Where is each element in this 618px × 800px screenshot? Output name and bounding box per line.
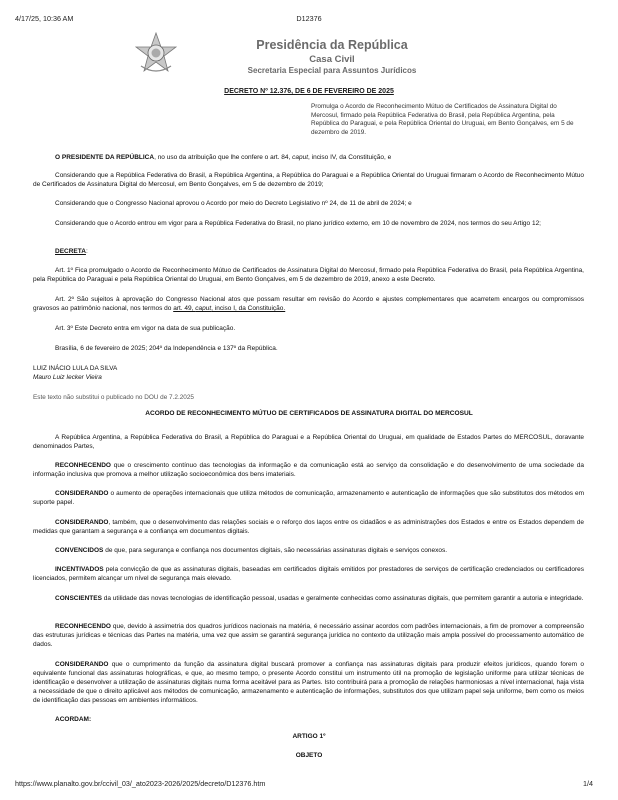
clause-text: de que, para segurança e confiança nos documentos digitais, são necessárias assinaturas digitais e serviços conexos. [103, 547, 448, 554]
agency-title: Presidência da República [256, 38, 408, 52]
footer-page: 1/4 [583, 779, 593, 788]
annex-clause [33, 565, 584, 583]
clause-keyword: CONSIDERANDO [55, 490, 109, 497]
constitution-link-italic: caput [195, 305, 212, 312]
annex-clause [33, 594, 584, 603]
acordam: ACORDAM: [55, 716, 92, 723]
clause-text: que, devido à assimetria dos quadros jurídicos nacionais na matéria, é necessário assinar acordos com padrões internacionais, a fim de promover a compreensão das estruturas jurídicas e técnicas das Partes na matéria, uma vez que assim se garantirá segurança jurídica no contexto da utilização mais ampla possível do processamento automático de dados. [33, 623, 584, 648]
annex-clause [33, 518, 584, 536]
clause-keyword: CONVENCIDOS [55, 547, 104, 554]
article-2 [33, 295, 584, 313]
annex-clause [33, 546, 584, 555]
annex-intro: A República Argentina, a República Federativa do Brasil, a República do Paraguai e a República Oriental do Uruguai, em qualidade de Estados Partes do MERCOSUL, doravante denominados Partes, [33, 434, 584, 450]
decreta-punct: : [85, 248, 88, 255]
preamble [33, 153, 584, 162]
signature-president: LUIZ INÁCIO LULA DA SILVA [33, 365, 118, 372]
clause-text: que o crescimento contínuo das tecnologias da informação e da comunicação está ao serviço da consolidação e do desenvolvimento de uma sociedade da informação inclusiva que promova a melhor utilização socioeconômica dos bens imateriais. [33, 462, 584, 478]
clause-keyword: RECONHECENDO [55, 623, 111, 630]
agency-subtitle: Casa Civil [309, 54, 355, 65]
preamble-text-b: , inciso IV, da Constituição, e [308, 154, 392, 161]
annex-clause [33, 489, 584, 507]
clause-text: da utilidade das novas tecnologias de identificação pessoal, usadas e geralmente conhecidas como assinaturas digitais, que permitem garantir a autoria e integridade. [101, 595, 584, 602]
clause-keyword: CONSCIENTES [55, 595, 102, 602]
constitution-link-part-b: , inciso I, da Constituição. [211, 305, 286, 312]
print-datetime: 4/17/25, 10:36 AM [15, 14, 74, 23]
decreta-label: DECRETA [55, 248, 86, 255]
dou-note: Este texto não substitui o publicado no DOU de 7.2.2025 [33, 394, 194, 401]
clause-text: pela convicção de que as assinaturas digitais, baseadas em certificados digitais emitidos por prestadores de serviços de certificação credenciados ou certificadores licenciados, permitem alcançar um nível de segurança mais elevado. [33, 566, 584, 582]
considerando-1: Considerando que a República Federativa do Brasil, a República Argentina, a República do Paraguai e a República Oriental do Uruguai firmaram o Acordo de Reconhecimento Mútuo de Certificados de Assinatura Digital do Mercosul, em Bento Gonçalves, em 5 de dezembro de 2019; [33, 172, 584, 188]
print-doc-id: D12376 [296, 14, 322, 23]
closing-date: Brasília, 6 de fevereiro de 2025; 204º da Independência e 137º da República. [55, 345, 278, 352]
clause-text: , também, que o desenvolvimento das relações sociais e o reforço dos laços entre os cidadãos e as administrações dos Estados e entre os Estados dependem de medidas que garantam a segurança e a confiança em documentos digitais. [33, 519, 584, 535]
clause-text: que o cumprimento da função da assinatura digital buscará promover a confiança nas assinaturas digitais para produzir efeitos jurídicos, quando forem o equivalente funcional das assinaturas holográficas, e que, ao mesmo tempo, o presente Acordo constitui um instrumento útil na promoção de legislação uniforme para utilizar técnicas de identificação e desenvolver a utilização de assinaturas digitais numa forma aceitável para as Partes. Isto contribuirá para a promoção de relações harmoniosas a nível internacional, haja vista a necessidade de que o direito aplicável aos métodos de comunicação, armazenamento e autenticação de informações, substitutos dos que utilizam papel seja uniforme, bem como os meios de identificação das pessoas em ambientes informáticos. [33, 661, 584, 704]
annex-clause [33, 622, 584, 649]
considerando-2: Considerando que o Congresso Nacional aprovou o Acordo por meio do Decreto Legislativo nº 24, de 11 de abril de 2024; e [55, 200, 412, 207]
signature-minister: Mauro Luiz Iecker Vieira [33, 374, 102, 381]
decree-title: DECRETO Nº 12.376, DE 6 DE FEVEREIRO DE 2025 [224, 88, 394, 95]
considerando-3: Considerando que o Acordo entrou em vigor para a República Federativa do Brasil, no plano jurídico externo, em 10 de novembro de 2024, nos termos do seu Artigo 12; [55, 220, 541, 227]
preamble-text-a: , no uso da atribuição que lhe confere o art. 84, [154, 154, 293, 161]
constitution-link-part-a: art. 49, [173, 305, 196, 312]
agency-office: Secretaria Especial para Assuntos Jurídicos [247, 66, 417, 75]
article-2-text: Art. 2º São sujeitos à aprovação do Congresso Nacional atos que possam resultar em revisão do Acordo e ajustes complementares que acarretem encargos ou compromissos gravosos ao patrimônio nacional, nos termos do [33, 296, 584, 312]
constitution-link[interactable] [173, 305, 285, 312]
clause-keyword: CONSIDERANDO [55, 519, 109, 526]
annex-clause [33, 660, 584, 705]
decreta [33, 247, 584, 256]
ementa: Promulga o Acordo de Reconhecimento Mútuo de Certificados de Assinatura Digital do Mercosul, firmado pela República Federativa do Brasil, pela República Argentina, pela República do Paraguai, e pela República Oriental do Uruguai, em Bento Gonçalves, em 5 de dezembro de 2019. [311, 103, 574, 136]
footer-url[interactable]: https://www.planalto.gov.br/ccivil_03/_ato2023-2026/2025/decreto/D12376.htm [15, 779, 266, 788]
preamble-bold: O PRESIDENTE DA REPÚBLICA [55, 154, 155, 161]
article-subheading: OBJETO [295, 752, 323, 759]
annex-clause [33, 461, 584, 479]
clause-keyword: RECONHECENDO [55, 462, 111, 469]
preamble-italic: caput [292, 154, 309, 161]
annex-title: ACORDO DE RECONHECIMENTO MÚTUO DE CERTIFICADOS DE ASSINATURA DIGITAL DO MERCOSUL [145, 410, 473, 417]
clause-keyword: INCENTIVADOS [55, 566, 104, 573]
clause-keyword: CONSIDERANDO [55, 661, 109, 668]
article-1: Art. 1º Fica promulgado o Acordo de Reconhecimento Mútuo de Certificados de Assinatura Digital do Mercosul, firmado pela República Federativa do Brasil, pela República Argentina, pela República do Paraguai e pela República Oriental do Uruguai, em Bento Gonçalves, em 5 de dezembro de 2019, anexo a este Decreto. [33, 267, 584, 283]
clause-text: o aumento de operações internacionais que utiliza métodos de comunicação, armazenamento e autenticação de informações que são substitutos dos métodos em suporte papel. [33, 490, 584, 506]
article-3: Art. 3º Este Decreto entra em vigor na data de sua publicação. [55, 325, 236, 332]
coat-of-arms-icon [135, 32, 177, 74]
article-heading: ARTIGO 1º [292, 733, 326, 740]
